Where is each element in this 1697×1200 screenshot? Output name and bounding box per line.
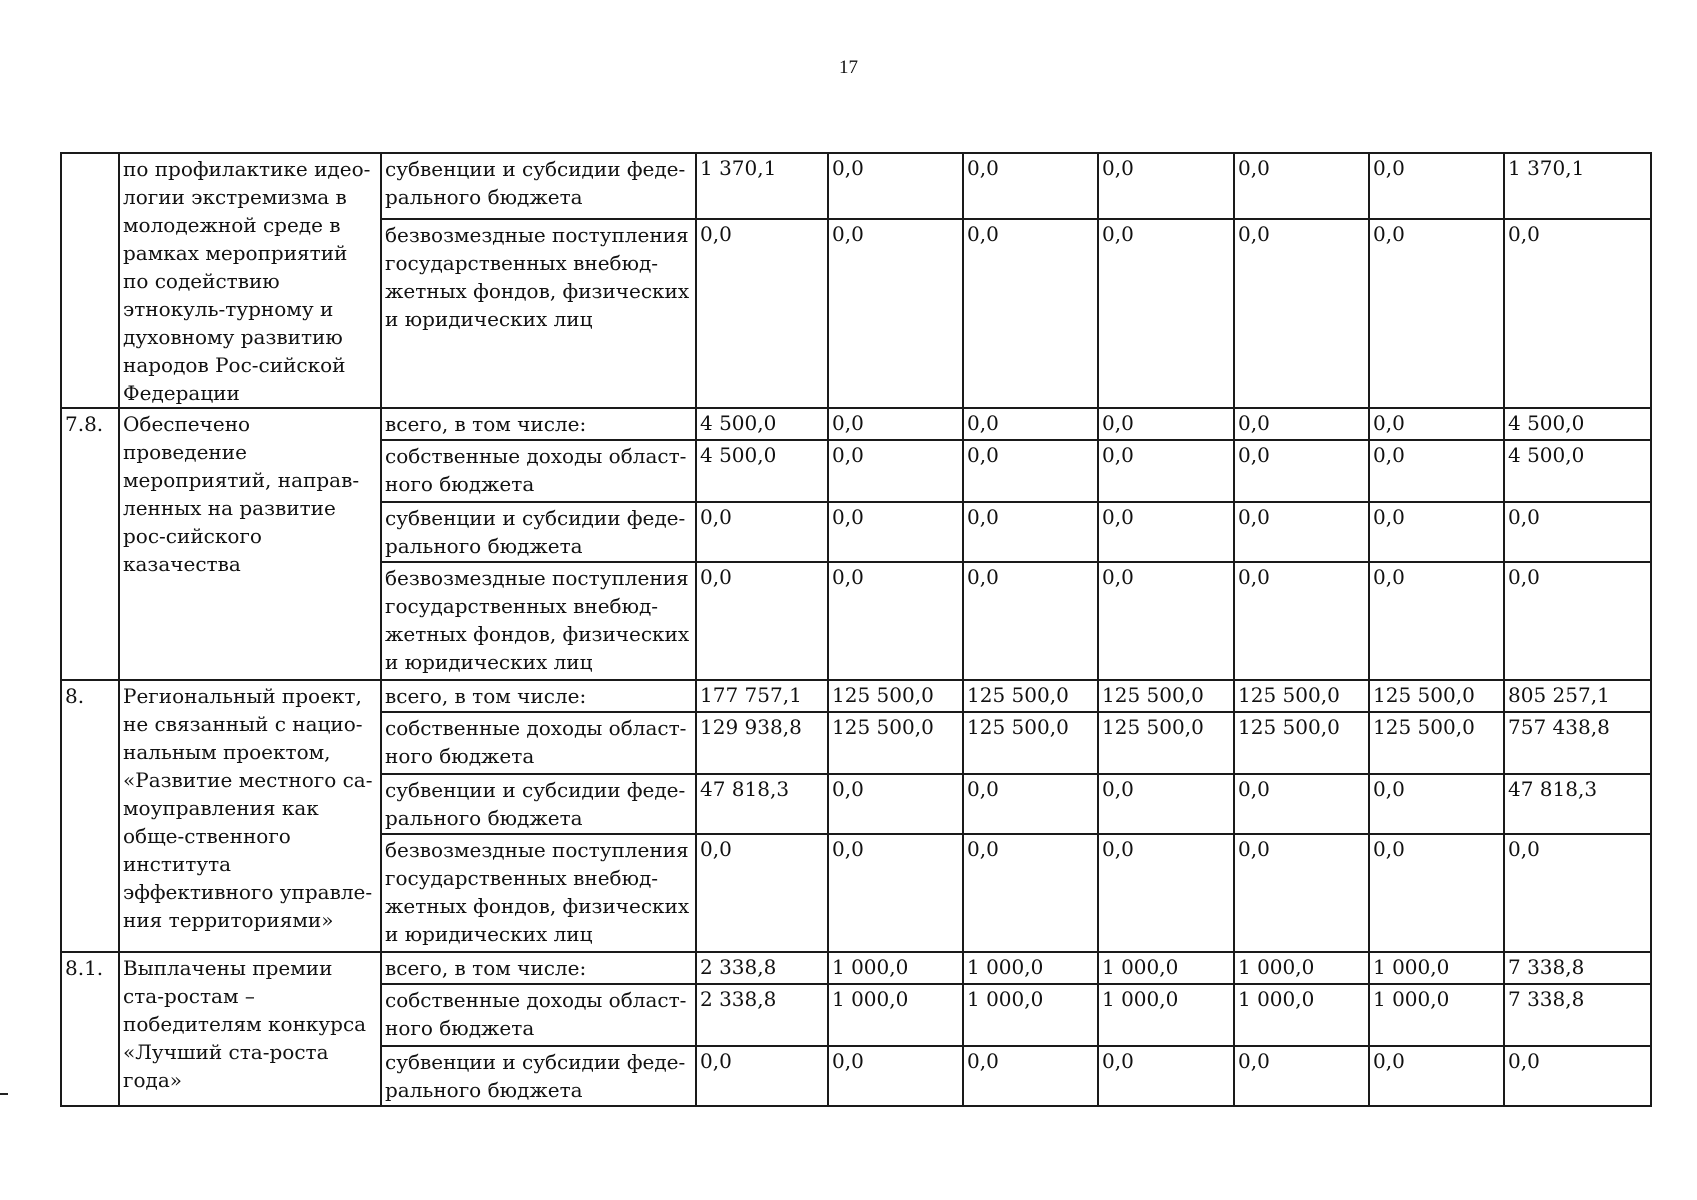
value-total: 4 500,0 [1504,408,1651,440]
value-year: 125 500,0 [828,680,963,712]
value-year: 0,0 [696,1046,828,1106]
value-year: 2 338,8 [696,952,828,984]
value-year: 0,0 [1234,153,1369,219]
value-year: 0,0 [828,440,963,502]
value-total: 0,0 [1504,1046,1651,1106]
value-year: 0,0 [1098,1046,1234,1106]
value-year: 0,0 [828,562,963,680]
value-year: 0,0 [1098,502,1234,562]
value-year: 125 500,0 [1098,712,1234,774]
value-year: 0,0 [828,1046,963,1106]
value-year: 0,0 [1369,774,1504,834]
value-year: 0,0 [1234,774,1369,834]
funding-source: безвозмездные поступления государственных внебюд-жетных фондов, физических и юридических лиц [381,219,696,408]
value-year: 0,0 [963,774,1098,834]
value-year: 0,0 [828,219,963,408]
value-total: 0,0 [1504,219,1651,408]
funding-source: всего, в том числе: [381,952,696,984]
scan-margin-mark [0,1093,8,1095]
value-year: 0,0 [963,1046,1098,1106]
value-year: 2 338,8 [696,984,828,1046]
value-year: 125 500,0 [1098,680,1234,712]
table-row [61,952,1651,984]
value-year: 1 370,1 [696,153,828,219]
value-year: 0,0 [1369,153,1504,219]
value-year: 1 000,0 [1098,984,1234,1046]
value-year: 0,0 [1369,440,1504,502]
value-total: 757 438,8 [1504,712,1651,774]
value-total: 0,0 [1504,834,1651,952]
budget-table [60,152,1652,1107]
value-year: 0,0 [963,834,1098,952]
table-row [61,408,1651,440]
row-number: 8.1. [61,952,119,1106]
row-number: 8. [61,680,119,952]
value-year: 0,0 [963,219,1098,408]
value-year: 0,0 [1369,562,1504,680]
funding-source: собственные доходы област-ного бюджета [381,712,696,774]
page-number: 17 [839,57,858,78]
value-year: 0,0 [1369,408,1504,440]
value-year: 0,0 [828,153,963,219]
funding-source: субвенции и субсидии феде-рального бюджета [381,1046,696,1106]
funding-source: всего, в том числе: [381,680,696,712]
value-year: 0,0 [1098,153,1234,219]
value-year: 1 000,0 [963,952,1098,984]
value-year: 0,0 [1234,834,1369,952]
funding-source: собственные доходы област-ного бюджета [381,984,696,1046]
value-year: 1 000,0 [963,984,1098,1046]
value-year: 0,0 [963,153,1098,219]
value-year: 0,0 [1369,502,1504,562]
value-year: 125 500,0 [1369,712,1504,774]
value-year: 0,0 [1369,834,1504,952]
value-total: 7 338,8 [1504,984,1651,1046]
value-total: 805 257,1 [1504,680,1651,712]
value-year: 0,0 [1098,834,1234,952]
value-total: 0,0 [1504,562,1651,680]
value-year: 125 500,0 [963,712,1098,774]
value-year: 177 757,1 [696,680,828,712]
value-year: 0,0 [1234,502,1369,562]
activity-name: Обеспечено проведение мероприятий, направ-ленных на развитие рос-сийского казачества [119,408,381,680]
value-year: 1 000,0 [1098,952,1234,984]
value-year: 0,0 [1369,219,1504,408]
value-year: 125 500,0 [963,680,1098,712]
value-year: 0,0 [1098,440,1234,502]
activity-name: по профилактике идео-логии экстремизма в молодежной среде в рамках мероприятий по содействию этнокуль-турному и духовному развитию народов Рос-сийской Федерации [119,153,381,408]
value-year: 0,0 [963,502,1098,562]
value-year: 125 500,0 [1234,680,1369,712]
value-total: 0,0 [1504,502,1651,562]
value-year: 0,0 [1098,774,1234,834]
value-year: 1 000,0 [828,984,963,1046]
value-year: 1 000,0 [1369,984,1504,1046]
value-year: 0,0 [963,408,1098,440]
value-year: 0,0 [696,502,828,562]
value-year: 0,0 [828,408,963,440]
value-year: 125 500,0 [1234,712,1369,774]
value-year: 1 000,0 [1234,984,1369,1046]
value-year: 0,0 [828,834,963,952]
value-year: 47 818,3 [696,774,828,834]
value-year: 4 500,0 [696,408,828,440]
row-number: 7.8. [61,408,119,680]
value-total: 1 370,1 [1504,153,1651,219]
funding-source: субвенции и субсидии феде-рального бюджета [381,153,696,219]
value-year: 0,0 [1234,1046,1369,1106]
value-year: 0,0 [696,834,828,952]
value-year: 0,0 [1234,219,1369,408]
value-year: 0,0 [696,219,828,408]
value-year: 0,0 [828,774,963,834]
value-year: 0,0 [963,440,1098,502]
value-year: 0,0 [963,562,1098,680]
table-row [61,680,1651,712]
value-year: 0,0 [1098,408,1234,440]
funding-source: собственные доходы област-ного бюджета [381,440,696,502]
funding-source: субвенции и субсидии феде-рального бюджета [381,502,696,562]
value-total: 47 818,3 [1504,774,1651,834]
funding-source: всего, в том числе: [381,408,696,440]
value-year: 0,0 [1234,562,1369,680]
value-total: 4 500,0 [1504,440,1651,502]
value-year: 0,0 [1098,562,1234,680]
activity-name: Региональный проект, не связанный с нацио-нальным проектом, «Развитие местного са-моуправления как обще-ственного института эффективного управле-ния территориями» [119,680,381,952]
value-year: 0,0 [1234,440,1369,502]
value-year: 0,0 [828,502,963,562]
table-row [61,153,1651,219]
value-year: 125 500,0 [828,712,963,774]
activity-name: Выплачены премии ста-ростам – победителям конкурса «Лучший ста-роста года» [119,952,381,1106]
value-year: 0,0 [696,562,828,680]
funding-source: субвенции и субсидии феде-рального бюджета [381,774,696,834]
value-year: 129 938,8 [696,712,828,774]
value-year: 0,0 [1234,408,1369,440]
value-year: 125 500,0 [1369,680,1504,712]
value-year: 1 000,0 [1234,952,1369,984]
funding-source: безвозмездные поступления государственных внебюд-жетных фондов, физических и юридических лиц [381,562,696,680]
value-year: 4 500,0 [696,440,828,502]
funding-source: безвозмездные поступления государственных внебюд-жетных фондов, физических и юридических лиц [381,834,696,952]
value-year: 1 000,0 [828,952,963,984]
value-year: 0,0 [1369,1046,1504,1106]
value-year: 0,0 [1098,219,1234,408]
value-total: 7 338,8 [1504,952,1651,984]
value-year: 1 000,0 [1369,952,1504,984]
row-number [61,153,119,408]
